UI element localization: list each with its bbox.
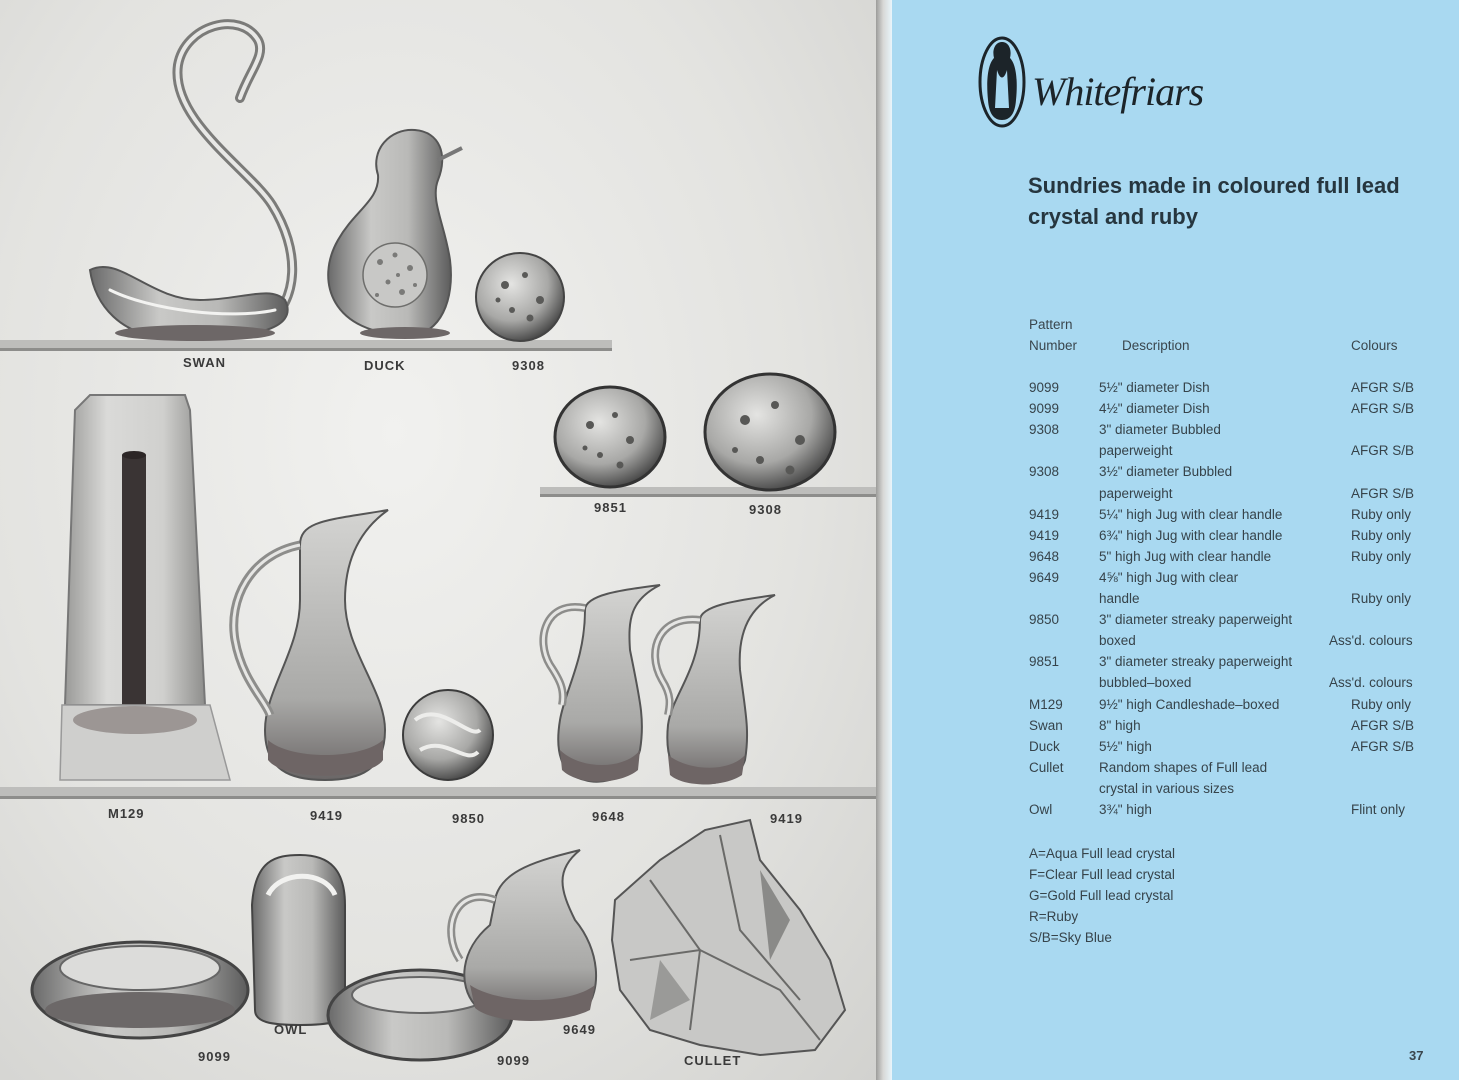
pattern-number-cell: 9648: [1029, 549, 1060, 564]
column-header-description: Description: [1122, 338, 1190, 353]
pattern-number-cell: 9419: [1029, 507, 1060, 522]
jug-9419-small: [655, 595, 775, 784]
label-swan: SWAN: [183, 355, 226, 370]
pattern-number-cell: 9308: [1029, 422, 1060, 437]
dish-9099-left: [32, 942, 248, 1038]
candleshade-m129: [60, 395, 230, 780]
description-cell: 3½" diameter Bubbled: [1099, 464, 1233, 479]
description-cell: 4½" diameter Dish: [1099, 401, 1210, 416]
label-9648: 9648: [592, 809, 625, 824]
colours-cell: Flint only: [1351, 802, 1406, 817]
pattern-number-cell: Owl: [1029, 802, 1053, 817]
pattern-number-cell: Swan: [1029, 718, 1063, 733]
paperweight-9850: [403, 690, 493, 780]
legend-item: G=Gold Full lead crystal: [1029, 888, 1174, 903]
description-cell: Random shapes of Full lead: [1099, 760, 1268, 775]
description-cell: 6¾" high Jug with clear handle: [1099, 528, 1283, 543]
colours-cell: AFGR S/B: [1351, 718, 1415, 733]
label-9099-a: 9099: [198, 1049, 231, 1064]
friar-emblem-icon: [976, 30, 1028, 128]
page-number: 37: [1409, 1048, 1424, 1063]
paperweight-9308-top: [476, 253, 564, 341]
pattern-number-cell: 9419: [1029, 528, 1060, 543]
description-cell: 3" diameter streaky paperweight: [1099, 654, 1293, 669]
legend-item: S/B=Sky Blue: [1029, 930, 1112, 945]
pattern-number-cell: 9099: [1029, 401, 1060, 416]
description-cell: crystal in various sizes: [1099, 781, 1235, 796]
pattern-number-cell: 9649: [1029, 570, 1060, 585]
colours-cell: Ruby only: [1351, 507, 1412, 522]
jug-9648: [543, 585, 660, 782]
description-cell: 5¼" high Jug with clear handle: [1099, 507, 1283, 522]
description-cell: 9½" high Candleshade–boxed: [1099, 697, 1280, 712]
description-cell: paperweight: [1099, 443, 1173, 458]
colours-cell: Ruby only: [1351, 528, 1412, 543]
label-9419-b: 9419: [770, 811, 803, 826]
cullet-glass-shards: [612, 820, 845, 1055]
description-cell: 5" high Jug with clear handle: [1099, 549, 1272, 564]
page-gutter: [876, 0, 892, 1080]
description-cell: 5½" diameter Dish: [1099, 380, 1210, 395]
paperweight-9851: [555, 387, 665, 487]
brand-name: Whitefriars: [1032, 69, 1204, 114]
label-9308-mid: 9308: [749, 502, 782, 517]
paperweight-9308-mid: [705, 374, 835, 490]
price-list-page: [892, 0, 1459, 1080]
description-cell: bubbled–boxed: [1099, 675, 1192, 690]
colours-cell: AFGR S/B: [1351, 401, 1415, 416]
pattern-number-cell: Duck: [1029, 739, 1060, 754]
description-cell: 3" diameter streaky paperweight: [1099, 612, 1293, 627]
description-cell: 8" high: [1099, 718, 1141, 733]
label-duck: DUCK: [364, 358, 406, 373]
pattern-number-cell: 9850: [1029, 612, 1060, 627]
legend-item: F=Clear Full lead crystal: [1029, 867, 1175, 882]
description-cell: 5½" high: [1099, 739, 1152, 754]
colours-cell: AFGR S/B: [1351, 486, 1415, 501]
label-9850: 9850: [452, 811, 485, 826]
swan-figure: [90, 24, 292, 341]
duck-figure: [328, 130, 462, 339]
pattern-number-cell: 9308: [1029, 464, 1060, 479]
column-header-pattern: Pattern Number: [1029, 317, 1078, 353]
colour-legend: [1029, 843, 1175, 948]
label-m129: M129: [108, 806, 145, 821]
owl-figure: [252, 855, 345, 1025]
label-9419-a: 9419: [310, 808, 343, 823]
label-9649: 9649: [563, 1022, 596, 1037]
colours-cell: AFGR S/B: [1351, 443, 1415, 458]
label-9851: 9851: [594, 500, 627, 515]
pattern-number-cell: Cullet: [1029, 760, 1064, 775]
colours-cell: Ruby only: [1351, 591, 1412, 606]
colours-cell: Ruby only: [1351, 697, 1412, 712]
description-cell: boxed: [1099, 633, 1136, 648]
pattern-number-cell: 9851: [1029, 654, 1060, 669]
description-cell: 3¾" high: [1099, 802, 1152, 817]
description-cell: 4⅝" high Jug with clear: [1099, 570, 1239, 585]
jug-9649: [451, 850, 596, 1021]
pattern-number-cell: M129: [1029, 697, 1063, 712]
page-heading: Sundries made in coloured full lead crystal and ruby: [1028, 173, 1400, 229]
whitefriars-logo: [976, 30, 1276, 134]
jug-9419-large: [234, 510, 388, 780]
colours-cell: Ass'd. colours: [1329, 633, 1413, 648]
label-cullet: CULLET: [684, 1053, 742, 1068]
label-owl: OWL: [274, 1022, 308, 1037]
pattern-number-cell: 9099: [1029, 380, 1060, 395]
colours-cell: AFGR S/B: [1351, 380, 1415, 395]
colours-cell: Ruby only: [1351, 549, 1412, 564]
legend-item: A=Aqua Full lead crystal: [1029, 846, 1175, 861]
label-9308-top: 9308: [512, 358, 545, 373]
colours-cell: AFGR S/B: [1351, 739, 1415, 754]
label-9099-b: 9099: [497, 1053, 530, 1068]
description-cell: paperweight: [1099, 486, 1173, 501]
description-cell: handle: [1099, 591, 1140, 606]
legend-item: R=Ruby: [1029, 909, 1079, 924]
description-cell: 3" diameter Bubbled: [1099, 422, 1221, 437]
colours-cell: Ass'd. colours: [1329, 675, 1413, 690]
column-header-colours: Colours: [1351, 338, 1398, 353]
